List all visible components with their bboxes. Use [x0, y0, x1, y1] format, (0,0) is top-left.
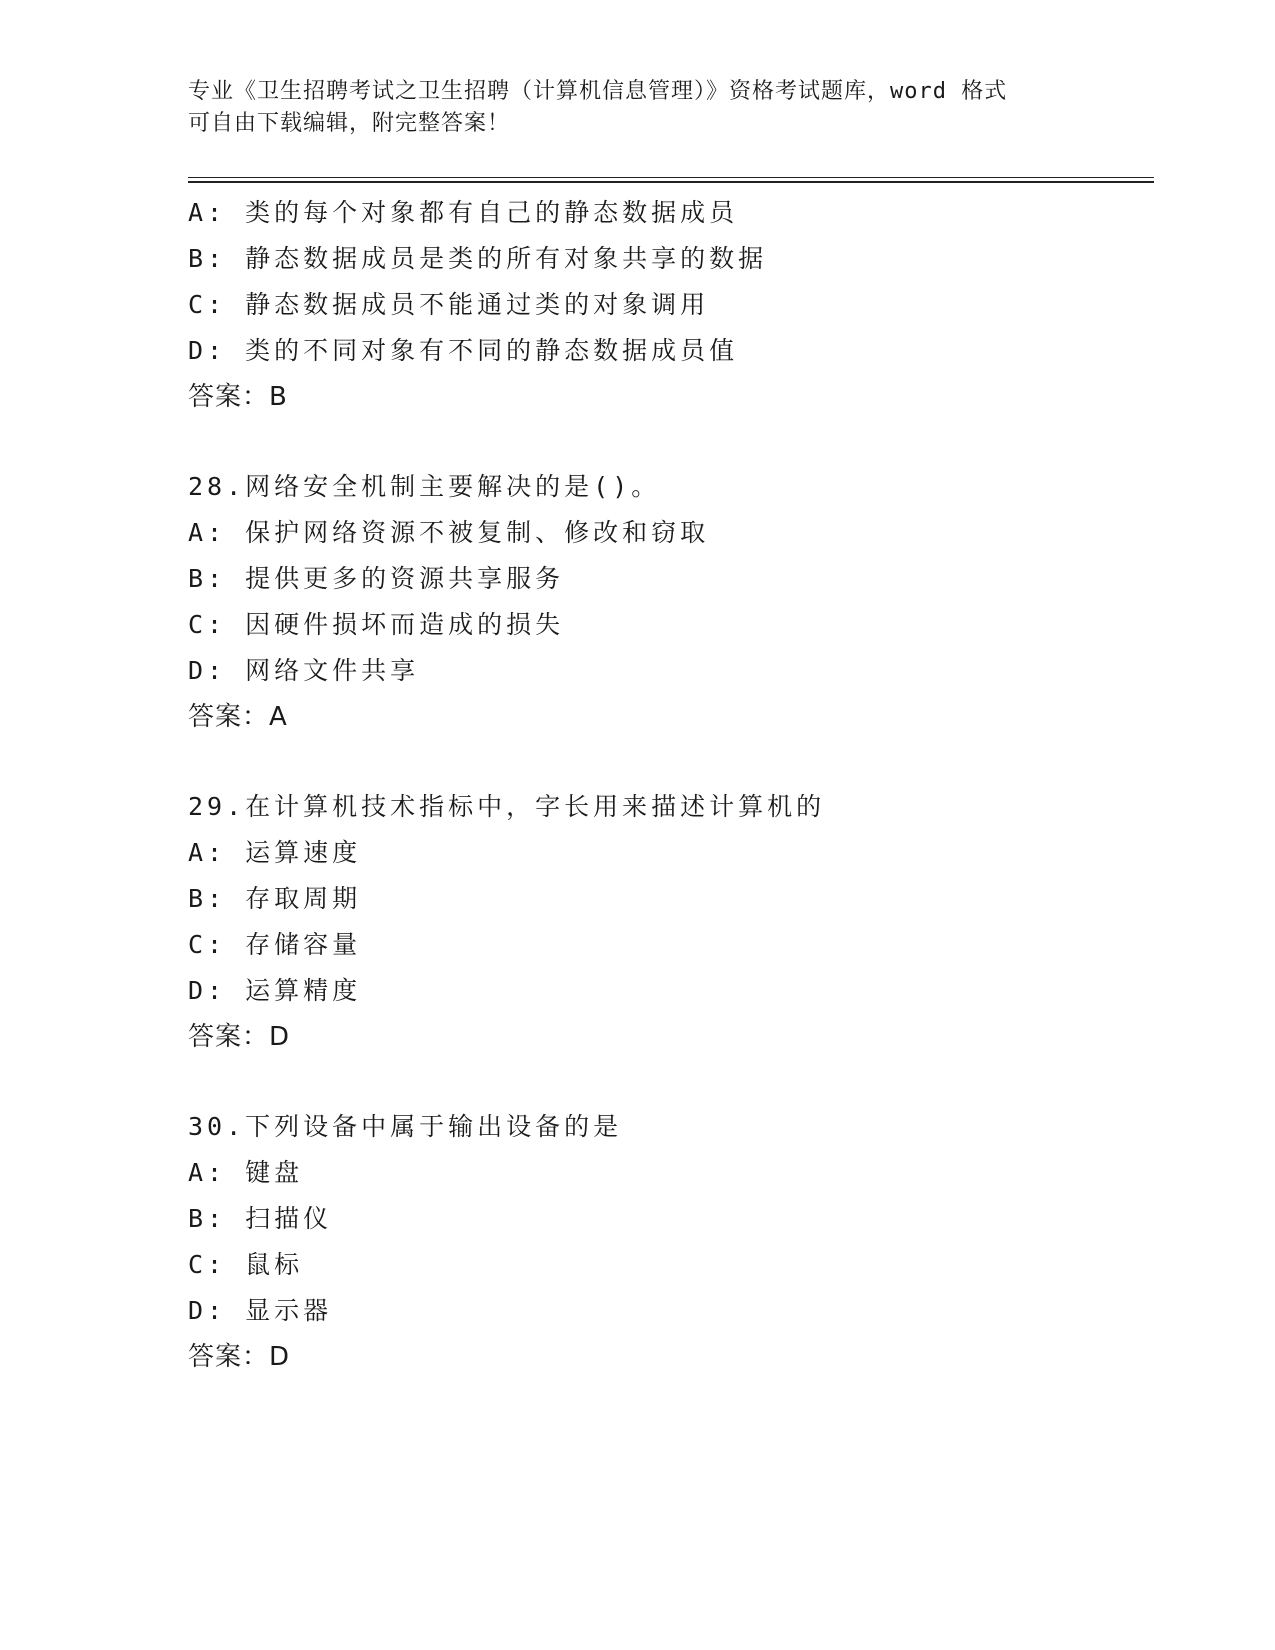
option-b: B: 静态数据成员是类的所有对象共享的数据 — [188, 244, 768, 273]
question-text: 28.网络安全机制主要解决的是()。 — [188, 472, 661, 501]
option-d: D: 网络文件共享 — [188, 656, 420, 685]
question-block — [188, 784, 1148, 1060]
option-a: A: 键盘 — [188, 1158, 304, 1187]
header-line-2: 可自由下载编辑，附完整答案！ — [188, 111, 511, 136]
option-a: A: 类的每个对象都有自己的静态数据成员 — [188, 198, 739, 227]
option-b: B: 提供更多的资源共享服务 — [188, 564, 565, 593]
option-c: C: 因硬件损坏而造成的损失 — [188, 610, 565, 639]
header-line-1: 专业《卫生招聘考试之卫生招聘（计算机信息管理）》资格考试题库，word 格式 — [188, 79, 1008, 104]
option-c: C: 鼠标 — [188, 1250, 304, 1279]
document-header — [188, 76, 1088, 140]
question-block — [188, 464, 1148, 740]
option-b: B: 扫描仪 — [188, 1204, 333, 1233]
answer-line: 答案：B — [188, 382, 288, 412]
option-d: D: 类的不同对象有不同的静态数据成员值 — [188, 336, 739, 365]
question-text: 30.下列设备中属于输出设备的是 — [188, 1112, 623, 1141]
question-list — [188, 190, 1148, 1380]
option-c: C: 静态数据成员不能通过类的对象调用 — [188, 290, 710, 319]
option-d: D: 运算精度 — [188, 976, 362, 1005]
header-divider-bottom — [188, 181, 1154, 183]
answer-line: 答案：D — [188, 1342, 291, 1372]
answer-line: 答案：A — [188, 702, 288, 732]
question-block — [188, 1104, 1148, 1380]
option-a: A: 运算速度 — [188, 838, 362, 867]
answer-line: 答案：D — [188, 1022, 291, 1052]
header-divider-top — [188, 177, 1154, 178]
option-d: D: 显示器 — [188, 1296, 333, 1325]
option-c: C: 存储容量 — [188, 930, 362, 959]
question-block — [188, 190, 1148, 420]
option-a: A: 保护网络资源不被复制、修改和窃取 — [188, 518, 710, 547]
option-b: B: 存取周期 — [188, 884, 362, 913]
question-text: 29.在计算机技术指标中，字长用来描述计算机的 — [188, 792, 826, 821]
